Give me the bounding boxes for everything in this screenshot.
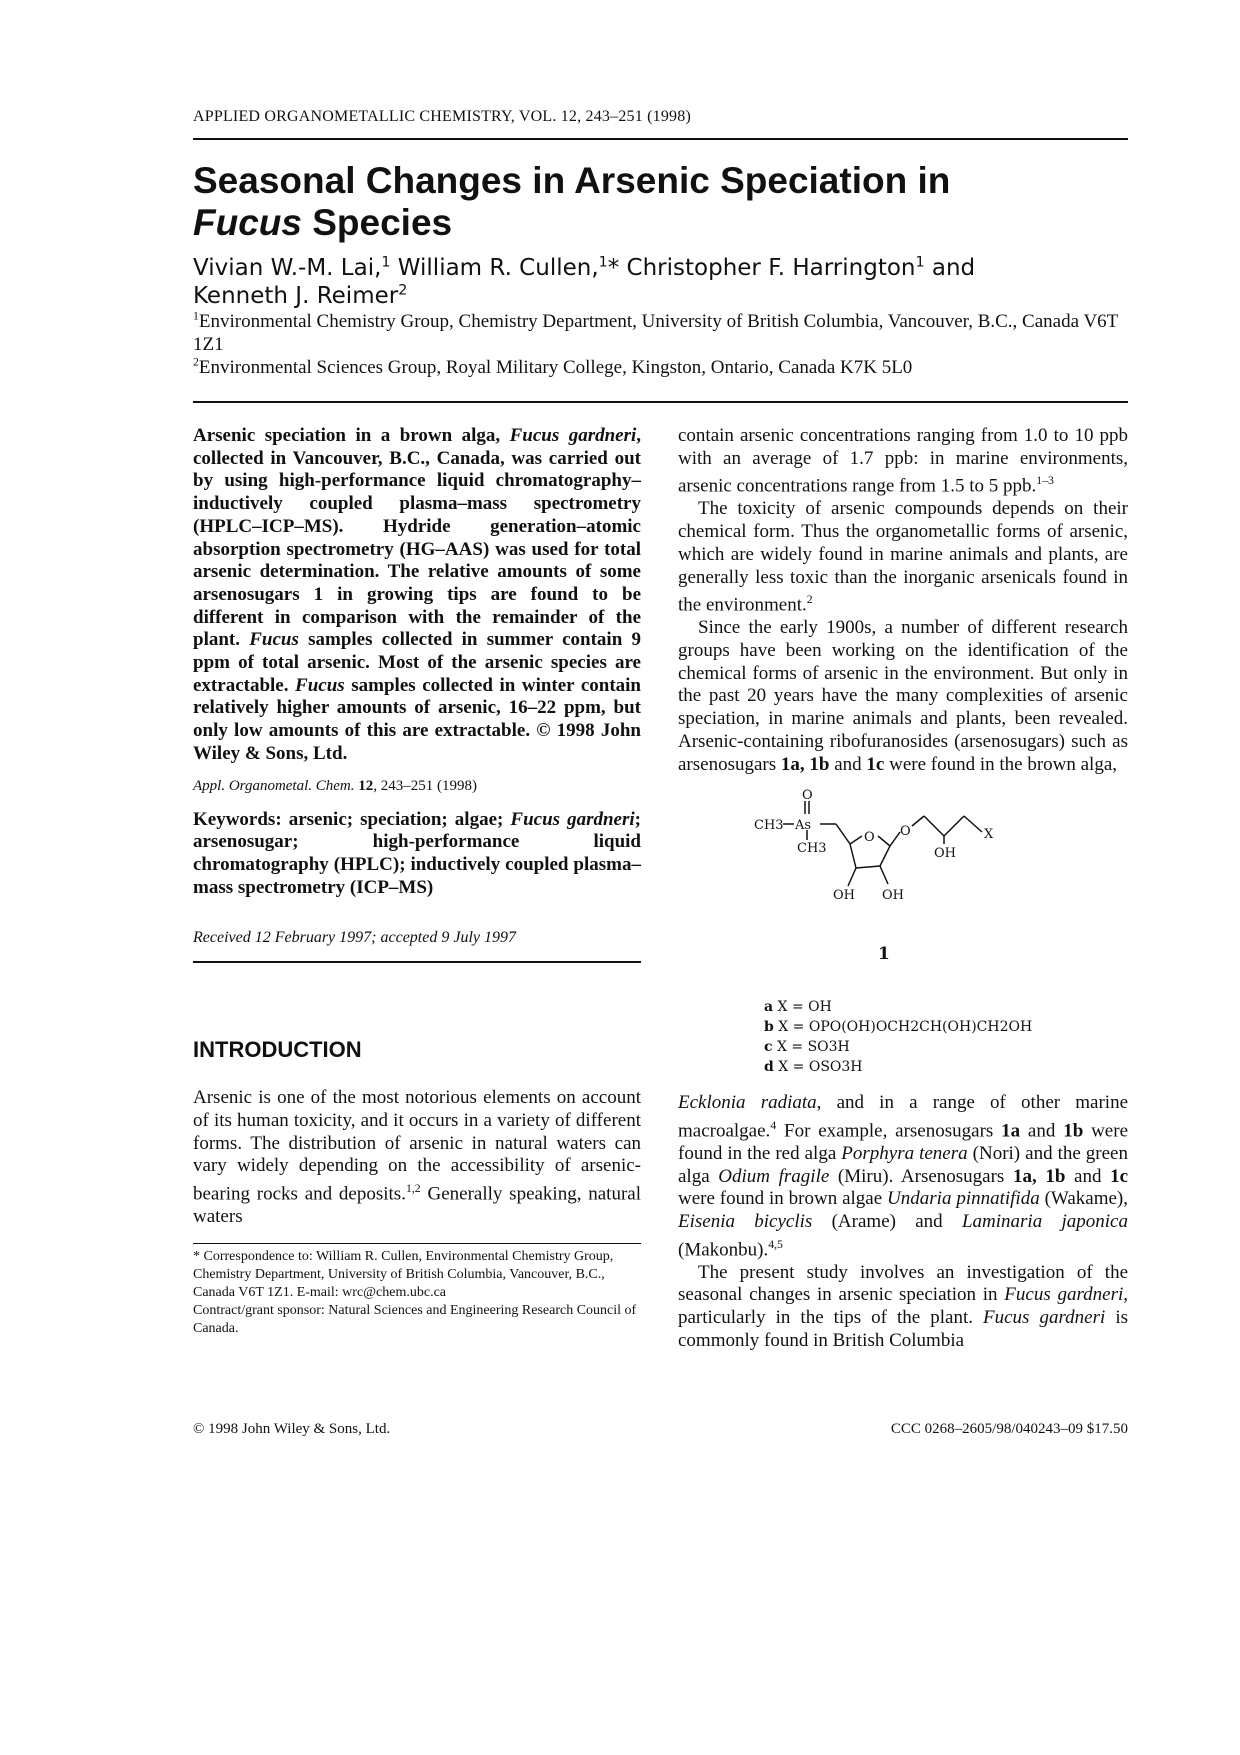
p4-text-h: (Arame) and (812, 1211, 962, 1233)
structure-oh-2: OH (882, 888, 904, 904)
species-eisenia: Eisenia bicyclis (678, 1211, 813, 1233)
p4-text-c: were found in the red alga (678, 1120, 1128, 1164)
p4-ref-1: 4 (770, 1118, 777, 1132)
subs-d-text: X = OSO3H (773, 1059, 863, 1076)
substituent-a (764, 999, 832, 1015)
right-p1-ref: 1–3 (1036, 474, 1054, 488)
compound-number: 1 (878, 944, 890, 965)
grant-footnote: Contract/grant sponsor: Natural Sciences and Engineering Research Council of Canada. (193, 1302, 637, 1336)
p4-text-a: , and in a range of other marine macroalgae. (678, 1092, 1128, 1142)
footer-ccc-code: CCC 0268–2605/98/040243–09 $17.50 (890, 1421, 1128, 1437)
keywords-text-2: ; arsenosugar; high-performance liquid chromatography (HPLC); inductively coupled plasma–mass spectrometry (ICP–MS) (193, 808, 641, 898)
p4-bold-2: 1b (1063, 1120, 1084, 1142)
author-and: and (924, 255, 976, 281)
abstract-genus-2: Fucus (249, 629, 299, 651)
journal-header: APPLIED ORGANOMETALLIC CHEMISTRY, VOL. 12, 243–251 (1998) (193, 108, 691, 125)
author-2-sup: 1 (598, 254, 608, 271)
structure-x: X (984, 827, 994, 843)
p4-text-e: (Miru). Arsenosugars (829, 1165, 1013, 1187)
author-2: William R. Cullen, (390, 255, 599, 281)
right-p2-ref: 2 (806, 593, 813, 607)
species-odium: Odium fragile (718, 1165, 830, 1187)
author-1-sup: 1 (381, 254, 391, 271)
p4-bold-1: 1a (1001, 1120, 1021, 1142)
structure-ch3-left: CH3 (754, 818, 784, 834)
right-p3-end: were found in the brown alga, (884, 753, 1118, 775)
p4-text-i: (Makonbu). (678, 1239, 769, 1261)
abstract-text-3: samples collected in summer contain 9 ppm of total arsenic. Most of the arsenic species are extractable. (193, 629, 641, 696)
intro-text: Arsenic is one of the most notorious elements on account of its human toxicity, and it occurs in a variety of different forms. The distribution of arsenic in natural waters can vary widely depending on the accessibility of arsenic-bearing rocks and deposits. (193, 1087, 641, 1205)
structure-oxo: O (802, 788, 813, 804)
author-4: Kenneth J. Reimer (193, 283, 399, 309)
structure-as: As (795, 818, 812, 834)
subs-c-key: c (764, 1039, 773, 1056)
p4-text-d: (Nori) and the green alga (678, 1142, 1128, 1187)
affiliation-1 (193, 310, 1128, 356)
affiliation-rule (193, 401, 1128, 403)
species-laminaria: Laminaria japonica (961, 1211, 1128, 1233)
structure-drawing (678, 788, 1128, 1078)
species-porphyra: Porphyra tenera (841, 1142, 968, 1164)
footer-copyright: © 1998 John Wiley & Sons, Ltd. (193, 1421, 391, 1437)
correspondence-footnote: * Correspondence to: William R. Cullen, Environmental Chemistry Group, Chemistry Department, University of British Columbia, Vancouver, B.C., Canada V6T 1Z1. E-mail: wrc@chem.ubc.ca (193, 1248, 614, 1300)
right-paragraph-5 (678, 1262, 1128, 1353)
abstract-text-4: samples collected in winter contain relatively higher amounts of arsenic, 16–22 ppm, but only low amounts of this are extractable. © 1998 John Wiley & Sons, Ltd. (193, 674, 642, 764)
title-genus: Fucus (193, 202, 302, 243)
p4-and-1: and (1020, 1120, 1064, 1142)
p4-bold-3: 1a, 1b (1012, 1165, 1066, 1187)
abstract-text-1: Arsenic speciation in a brown alga, (193, 425, 501, 446)
left-column (193, 425, 641, 1338)
abstract-text-2: , collected in Vancouver, B.C., Canada, was carried out by using high-performance liquid chromatography–inductively coupled plasma–mass spectrometry (HPLC–ICP–MS). Hydride generation–atomic absorption spectrometry (HG–AAS) was used for total arsenic determination. The relative amounts of some arsenosugars 1 in growing tips are found to be different in comparison with the remainder of the plant. (193, 425, 642, 651)
right-column (678, 425, 1128, 1353)
title-species: Species (301, 202, 453, 243)
p4-text-g: (Wakame), (1039, 1188, 1128, 1210)
intro-ref: 1,2 (405, 1182, 421, 1196)
keywords (193, 809, 641, 900)
arsenosugar-structure (678, 788, 1128, 1088)
species-ecklonia: Ecklonia radiata (678, 1092, 817, 1114)
abstract-species-1: Fucus gardneri (509, 425, 637, 446)
introduction-paragraph (193, 1087, 641, 1229)
article-title (193, 160, 1128, 244)
right-paragraph-3 (678, 617, 1128, 776)
subs-d-key: d (764, 1059, 774, 1076)
affiliations (193, 310, 1128, 379)
p5-text-a: The present study involves an investigation of the seasonal changes in arsenic speciation in (678, 1261, 1128, 1306)
introduction-heading: INTRODUCTION (193, 1037, 362, 1063)
author-1: Vivian W.-M. Lai, (193, 255, 382, 281)
footnote-rule (193, 1243, 641, 1244)
right-paragraph-1 (678, 425, 1128, 498)
abstract (193, 425, 641, 766)
keywords-species: Fucus gardneri (510, 808, 635, 830)
subs-a-key: a (764, 999, 774, 1016)
right-p3-bold-1: 1a, 1b (780, 753, 830, 775)
author-3-sup: 1 (915, 254, 925, 271)
title-line-2 (193, 202, 1128, 244)
right-p2-text: The toxicity of arsenic compounds depends on their chemical form. Thus the organometallic forms of arsenic, which are widely found in marine animals and plants, are generally less toxic than the inorganic arsenicals found in the environment. (678, 498, 1128, 616)
right-p3-and: and (829, 753, 867, 775)
subs-a-text: X = OH (773, 999, 832, 1016)
structure-oh-1: OH (833, 888, 855, 904)
p5-text-b: , particularly in the tips of the plant. (678, 1284, 1128, 1329)
p5-text-c: is commonly found in British Columbia (678, 1307, 1128, 1351)
abstract-genus-3: Fucus (295, 674, 345, 696)
right-paragraph-2 (678, 498, 1128, 617)
p4-ref-2: 4,5 (768, 1237, 783, 1251)
citation-pages: , 243–251 (1998) (373, 777, 478, 794)
substituent-d (764, 1059, 863, 1075)
right-paragraph-4 (678, 1092, 1128, 1262)
affiliation-1-sup: 1 (193, 309, 199, 323)
structure-oh-chain: OH (934, 846, 956, 862)
keywords-text-1: Keywords: arsenic; speciation; algae; (193, 808, 504, 830)
right-p1-text: contain arsenic concentrations ranging from 1.0 to 10 ppb with an average of 1.7 ppb: in marine environments, arsenic concentrations range from 1.5 to 5 ppb. (678, 425, 1128, 497)
species-fucus-2: Fucus gardneri (983, 1307, 1106, 1329)
species-fucus-1: Fucus gardneri (1004, 1284, 1124, 1306)
structure-chain-o: O (900, 824, 911, 840)
citation (193, 778, 641, 795)
author-4-sup: 2 (398, 282, 408, 299)
subs-c-text: X = SO3H (772, 1039, 850, 1056)
structure-ring-o: O (864, 830, 875, 846)
citation-volume: 12 (358, 777, 374, 794)
abstract-rule (193, 961, 641, 963)
p4-and-2: and (1065, 1165, 1111, 1187)
paper-page (193, 0, 1128, 1755)
author-3: Christopher F. Harrington (619, 255, 916, 281)
structure-ch3-below: CH3 (797, 841, 827, 857)
right-p3-bold-2: 1c (866, 753, 885, 775)
p4-text-b: For example, arsenosugars (776, 1120, 1002, 1142)
affiliation-2-sup: 2 (193, 355, 199, 369)
title-line-1: Seasonal Changes in Arsenic Speciation in (193, 160, 951, 201)
substituent-c (764, 1039, 850, 1055)
substituent-b (764, 1019, 1032, 1035)
p4-text-f: were found in brown algae (678, 1188, 888, 1210)
subs-b-text: X = OPO(OH)OCH2CH(OH)CH2OH (773, 1019, 1033, 1036)
subs-b-key: b (764, 1019, 774, 1036)
header-rule (193, 138, 1128, 140)
citation-journal: Appl. Organometal. Chem. (193, 777, 355, 794)
affiliation-1-text: Environmental Chemistry Group, Chemistry Department, University of British Columbia, Vancouver, B.C., Canada V6T 1Z1 (193, 311, 1118, 355)
species-undaria: Undaria pinnatifida (887, 1188, 1040, 1210)
p4-bold-4: 1c (1110, 1165, 1129, 1187)
author-list (193, 254, 1128, 310)
affiliation-2 (193, 356, 1128, 379)
intro-text-end: Generally speaking, natural waters (193, 1183, 641, 1228)
right-p3-text: Since the early 1900s, a number of different research groups have been working on the identification of the chemical forms of arsenic in the environment. But only in the past 20 years have the many complexities of arsenic speciation, in marine animals and plants, been revealed. Arsenic-containing ribofuranosides (arsenosugars) such as arsenosugars (678, 617, 1128, 775)
author-2-star: * (607, 255, 620, 281)
affiliation-2-text: Environmental Sciences Group, Royal Military College, Kingston, Ontario, Canada K7K 5L0 (198, 357, 913, 378)
received-date: Received 12 February 1997; accepted 9 July 1997 (193, 929, 516, 947)
